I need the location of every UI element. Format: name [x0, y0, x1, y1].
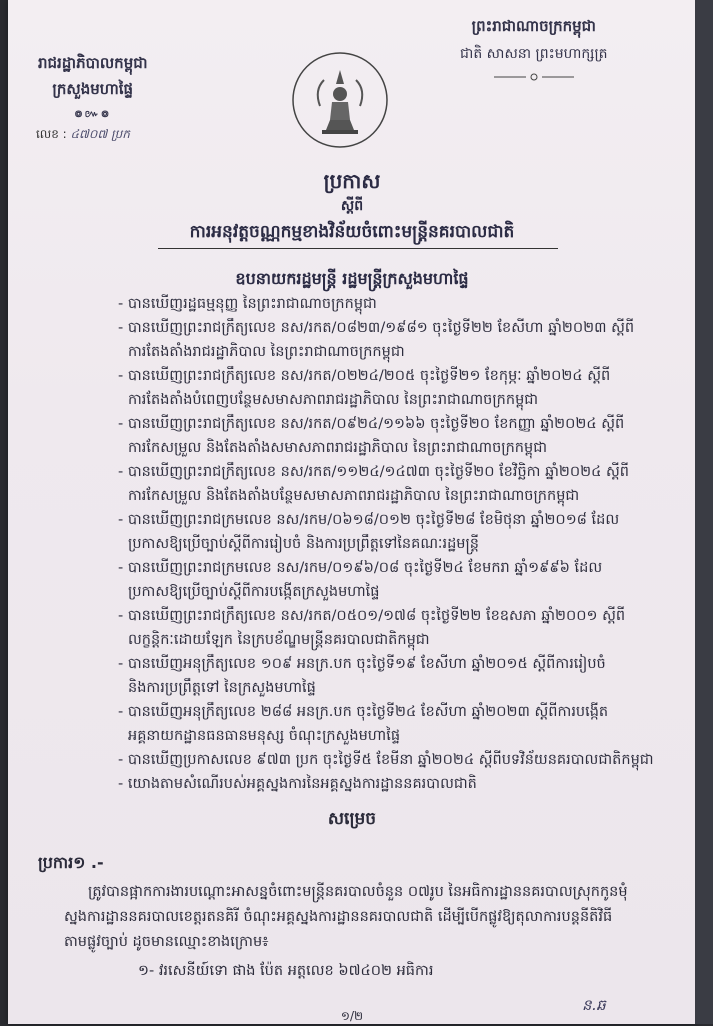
page-number: ១/២ [340, 1009, 364, 1023]
recital-item: - បានឃើញព្រះរាជក្រឹត្យលេខ នស/រកត/០៨២៣/១៩៨១ ចុះថ្ងៃទី២២ ខែសីហា ឆ្នាំ២០២៣ ស្តីពី ការតែងតាំងរាជរដ្ឋាភិបាល នៃព្រះរាជាណាចក្រកម្ពុជា [118, 320, 635, 360]
title-underline [158, 248, 558, 249]
recital-item: - បានឃើញព្រះរាជក្រមលេខ នស/រកម/០៦១៨/០១២ ចុះថ្ងៃទី២៨ ខែមិថុនា ឆ្នាំ២០១៨ ដែល ប្រកាសឱ្យប្រើច្បាប់ស្តីពីការរៀបចំ និងការប្រព្រឹត្តទៅនៃគណៈរដ្ឋមន្ត្រី [118, 512, 620, 552]
kingdom-name: ព្រះរាជាណាចក្រកម្ពុជា [471, 17, 596, 35]
reference-number [36, 126, 130, 144]
reference-label: លេខ : [36, 127, 67, 141]
document-page [8, 0, 696, 1024]
document-title: ការអនុវត្តចណ្ណកម្មខាងវិន័យចំពោះមន្ត្រីនគរបាលជាតិ [189, 222, 515, 242]
recital-item: - បានឃើញអនុក្រឹត្យលេខ ២៨៨ អនក្រ.បក ចុះថ្ងៃទី២៤ ខែសីហា ឆ្នាំ២០២៣ ស្តីពីការបង្កើត អគ្គនាយកដ្ឋានធនធានមនុស្ស ចំណុះក្រសួងមហាផ្ទៃ [118, 704, 609, 744]
recital-item: - បានឃើញប្រកាសលេខ ៩៧៣ ប្រក ចុះថ្ងៃទី៥ ខែមីនា ឆ្នាំ២០២៤ ស្តីពីបទវិន័យនគរបាលជាតិកម្ពុជា [118, 752, 654, 768]
article-1-text: ត្រូវបានផ្អាកការងារបណ្តោះអាសន្នចំពោះមន្ត្រីនគរបាលចំនួន ០៧រូប នៃអធិការដ្ឋាននគរបាលស្រុកកូនមុំ ស្នងការដ្ឋាននគរបាលខេត្តរតនគិរី ចំណុះអគ្គស្នងការដ្ឋាននគរបាលជាតិ ដើម្បីបើកផ្លូវឱ្យតុលាការបន្តនីតិវិធី តាមផ្លូវច្បាប់ ដូចមានឈ្មោះខាងក្រោម៖ [64, 884, 628, 950]
person-entry: ១- វរសេនីយ៍ទោ ផាង ប៉ែត អត្តលេខ ៦៧៤០២ អធិការ [138, 963, 434, 979]
national-motto: ជាតិ សាសនា ព្រះមហាក្សត្រ [460, 46, 608, 62]
royal-emblem-icon [290, 50, 390, 150]
ministry-name: ក្រសួងមហាផ្ទៃ [52, 80, 134, 98]
recital-item: - បានឃើញព្រះរាជក្រមលេខ នស/រកម/០១៩៦/០៨ ចុះថ្ងៃទី២៤ ខែមករា ឆ្នាំ១៩៩៦ ដែល ប្រកាសឱ្យប្រើច្បាប់ស្តីពីការបង្កើតក្រសួងមហាផ្ទៃ [118, 560, 603, 600]
ministry-header [38, 50, 148, 128]
recital-item: - បានឃើញព្រះរាជក្រឹត្យលេខ នស/រកត/០៩២៤/១១៦៦ ចុះថ្ងៃទី២០ ខែកញ្ញា ឆ្នាំ២០២៤ ស្តីពី ការកែសម្រួល និងតែងតាំងសមាសភាពរាជរដ្ឋាភិបាល នៃព្រះរាជាណាចក្រកម្ពុជា [118, 416, 625, 456]
recital-item: - បានឃើញរដ្ឋធម្មនុញ្ញ នៃព្រះរាជាណាចក្រកម្ពុជា [118, 296, 377, 312]
recital-item: - បានឃើញព្រះរាជក្រឹត្យលេខ នស/រកត/០២២៤/២០៥ ចុះថ្ងៃទី២១ ខែកុម្ភៈ ឆ្នាំ២០២៤ ស្តីពី ការតែងតាំងបំពេញបន្ថែមសមាសភាពរាជរដ្ឋាភិបាល នៃព្រះរាជាណាចក្រកម្ពុជា [118, 368, 611, 408]
background-edge [695, 0, 713, 1024]
article-1-label: ប្រការ១ .- [38, 853, 104, 872]
ornament: ៙៚៙ [74, 109, 112, 120]
recital-item: - បានឃើញអនុក្រឹត្យលេខ ១០៩ អនក្រ.បក ចុះថ្ងៃទី១៩ ខែសីហា ឆ្នាំ២០១៥ ស្តីពីការរៀបចំ និងការប្រព្រឹត្តទៅ នៃក្រសួងមហាផ្ទៃ [118, 656, 606, 696]
recital-item: - បានឃើញព្រះរាជក្រឹត្យលេខ នស/រកត/០៥០១/១៧៨ ចុះថ្ងៃទី២២ ខែឧសភា ឆ្នាំ២០០១ ស្តីពី លក្ខន្តិកៈដោយឡែក នៃក្របខ័ណ្ឌមន្ត្រីនគរបាលជាតិកម្ពុជា [118, 608, 626, 648]
decision-heading: សម្រេច [327, 809, 377, 829]
document-type: ប្រកាស [323, 169, 381, 193]
issuer-title: ឧបនាយករដ្ឋមន្ត្រី រដ្ឋមន្ត្រីក្រសួងមហាផ្ទៃ [235, 269, 469, 288]
recitals-list [118, 292, 688, 796]
kingdom-header [460, 12, 608, 82]
ornament-divider-icon [494, 72, 574, 82]
reference-value: ៤៧០៧ ប្រក [70, 127, 130, 141]
title-about: ស្តីពី [340, 198, 364, 214]
recital-item: - យោងតាមសំណើរបស់អគ្គស្នងការនៃអគ្គស្នងការដ្ឋាននគរបាលជាតិ [118, 776, 477, 792]
initials-mark: ន.ឆ [582, 996, 606, 1014]
government-name: រាជរដ្ឋាភិបាលកម្ពុជា [38, 54, 148, 72]
recital-item: - បានឃើញព្រះរាជក្រឹត្យលេខ នស/រកត/១១២៤/១៤៧៣ ចុះថ្ងៃទី២០ ខែវិច្ឆិកា ឆ្នាំ២០២៤ ស្តីពី ការកែសម្រួល និងតែងតាំងបន្ថែមសមាសភាពរាជរដ្ឋាភិបាល នៃព្រះរាជាណាចក្រកម្ពុជា [118, 464, 630, 504]
